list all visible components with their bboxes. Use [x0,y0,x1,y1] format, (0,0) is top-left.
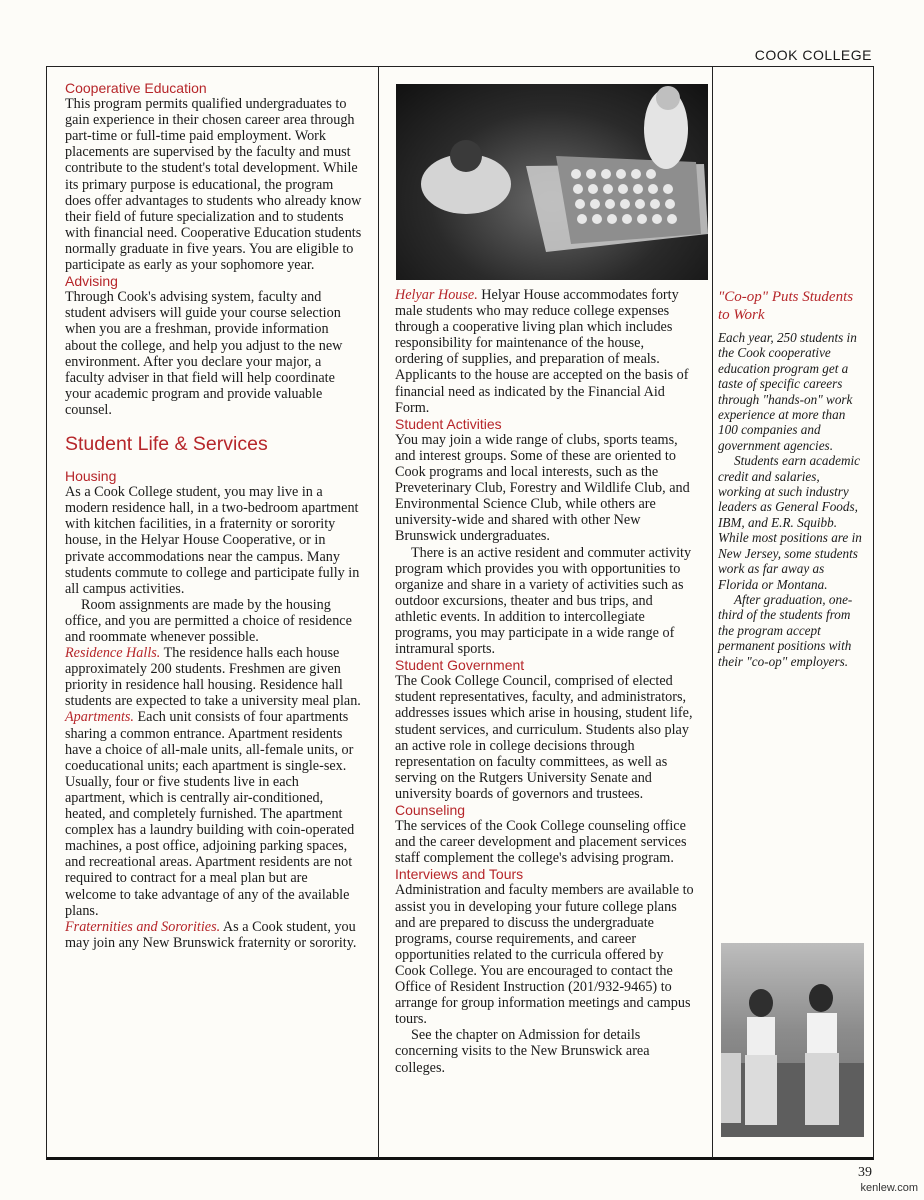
coop-text: This program permits qualified undergraduates to gain experience in their chosen career area through part-time or full-time paid employment. Work placements are supervised by the faculty and must contribute to the student's total development. While its primary purpose is educational, the program does offer advantages to students who already know their field of future specialization and to students with financial need. Cooperative Education students normally graduate in five years. You are eligible to participate as early as your sophomore year. [65,96,362,274]
counseling-text: The services of the Cook College counseling office and the career development and placement services staff complement the college's advising program. [395,818,687,867]
activities-heading: Student Activities [395,415,502,432]
photo-lab-workers-illustration [396,84,708,280]
column-left [65,80,362,951]
apartments-paragraph [65,709,362,918]
tours-paragraph-1: Administration and faculty members are available to assist you in developing your future college plans and are prepared to discuss the undergraduate programs, course requirements, and career opportunities related to the curricula offered by Cook College. You are encouraged to contact the Office of Resident Instruction (201/932-9465) to arrange for group information meetings and campus tours. [395,882,694,1028]
sidebar-paragraph-3: After graduation, one-third of the students from the program accept permanent positions with their "co-op" employers. [718,591,853,669]
photo-sack-race [721,943,864,1137]
sidebar-paragraph-1: Each year, 250 students in the Cook cooperative education program get a taste of specific careers through "hands-on" work experience at more than 100 companies and government agencies. [718,330,857,453]
coop-heading: Cooperative Education [65,80,207,96]
fraternities-paragraph [65,919,362,951]
helyar-paragraph [395,287,695,416]
site-watermark: kenlew.com [860,1182,918,1194]
advising-text: Through Cook's advising system, faculty and student advisers will guide your course selection when you are a freshman, provide information about the college, and help you adjust to the new environment. After you declare your major, a faculty adviser in that field will help coordinate your academic program and provide valuable counsel. [65,289,343,418]
running-header: COOK COLLEGE [754,47,872,63]
tours-paragraph-2: See the chapter on Admission for details concerning visits to the New Brunswick area colleges. [395,1027,650,1076]
page-number: 39 [858,1165,872,1180]
sidebar-paragraph-2: Students earn academic credit and salaries, working at such industry leaders as General Foods, IBM, and E.R. Squibb. While most positions are in New Jersey, some students work as far away as Florida or Montana. [718,453,862,592]
activities-paragraph-1: You may join a wide range of clubs, sports teams, and interest groups. Some of these are oriented to Cook programs and local interests, such as the Preveterinary Club, Forestry and Wildlife Club, and Environmental Science Club, while others are university-wide and shared with other New Brunswick undergraduates. [395,431,690,545]
government-heading: Student Government [395,657,525,674]
helyar-text: Helyar House accommodates forty male students who may reduce college expenses through a cooperative living plan which includes responsibility for maintenance of the house, ordering of supplies, and preparation of meals. Applicants to the house are accepted on the basis of financial need as indicated by the Financial Aid Form. [395,287,689,416]
photo-sack-race-illustration [721,943,864,1137]
section-title: Student Life & Services [65,432,268,455]
apartments-label: Apartments. [65,709,134,726]
counseling-heading: Counseling [395,802,466,818]
residence-halls-paragraph [65,645,362,709]
housing-heading: Housing [65,468,117,485]
residence-halls-text: The residence halls each house approximately 200 students. Freshmen are given priority in residence hall housing. Residence hall students are expected to take a university meal plan. [65,645,361,710]
apartments-text: Each unit consists of four apartments sharing a common entrance. Apartment residents have a choice of all-male units, all-female units, or coeducational units; each apartment is single-sex. Usually, four or five students live in each apartment, which is centrally air-conditioned, heated, and completely furnished. The apartment complex has a laundry building with coin-operated machines, a post office, adjoining parking spaces, and recreational areas. Apartment residents are not required to contract for a meal plan but are welcome to take advantage of any of the available plans. [65,709,355,919]
sidebar-title: "Co-op" Puts Students to Work [718,289,854,323]
housing-paragraph-1: As a Cook College student, you may live in a modern residence hall, in a two-bedroom apartment with kitchen facilities, in a fraternity or sorority house, in the Helyar House Cooperative, or in private accommodations near the campus. Many students commute to college and participate fully in all campus activities. [65,484,360,597]
helyar-label: Helyar House. [395,287,478,303]
tours-heading: Interviews and Tours [395,866,524,883]
advising-heading: Advising [65,273,118,290]
column-rule-left [378,66,379,1158]
column-middle [395,287,695,1076]
fraternities-text: As a Cook student, you may join any New Brunswick fraternity or sorority. [65,918,357,951]
column-rule-right [712,66,713,1158]
fraternities-label: Fraternities and Sororities. [65,918,221,935]
activities-paragraph-2: There is an active resident and commuter activity program which provides you with opportunities to organize and share in a variety of activities such as outdoor excursions, theater and bus trips, and athletic events. In addition to intercollegiate programs, you may participate in a wide range of intramural sports. [395,544,692,658]
housing-paragraph-2: Room assignments are made by the housing office, and you are permitted a choice of residence and roommate whenever possible. [65,596,352,645]
government-text: The Cook College Council, comprised of elected student representatives, faculty, and administrators, addresses issues which arise in housing, student life, student services, and curriculum. Students also play an active role in college decisions through representation on faculty committees, as well as serving on the Rutgers University Senate and university boards of governors and trustees. [395,673,693,802]
photo-lab-workers [396,84,708,280]
coop-sidebar [718,288,866,669]
residence-halls-label: Residence Halls. [65,645,161,662]
